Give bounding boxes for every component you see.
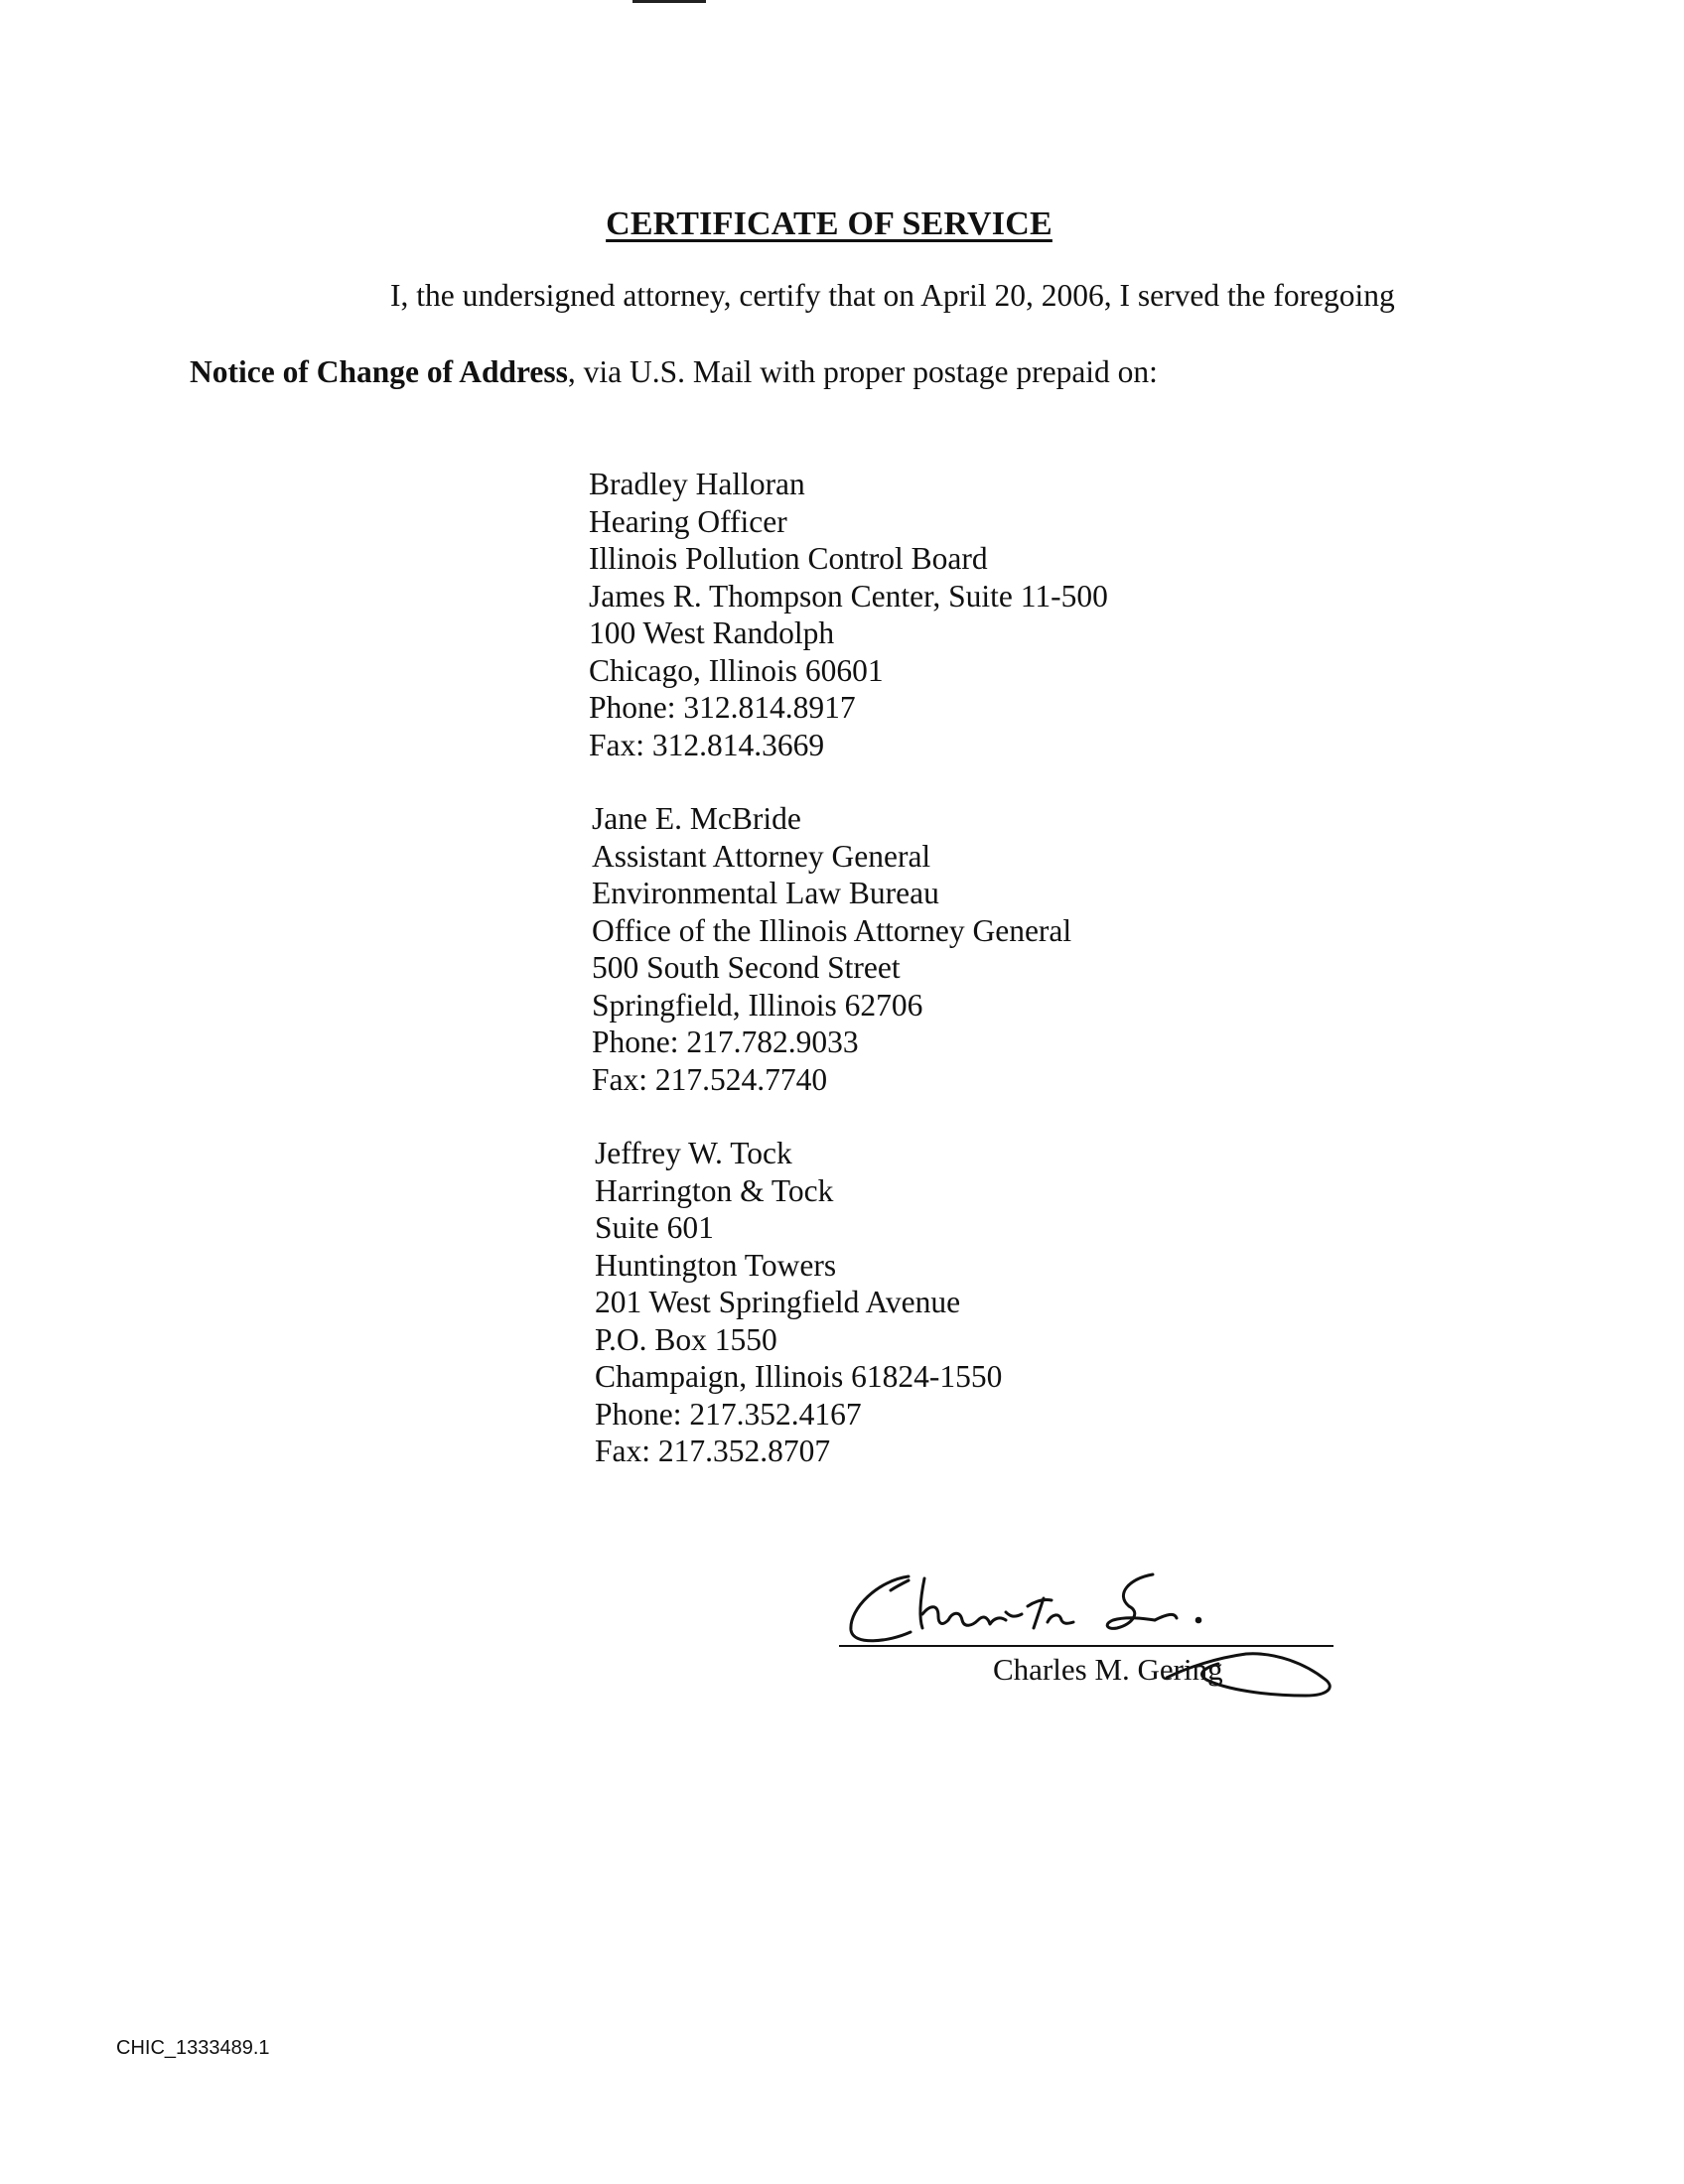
recipient-line: Phone: 217.352.4167: [595, 1396, 862, 1432]
notice-title-bold: Notice of Change of Address: [190, 354, 568, 389]
recipient-line: P.O. Box 1550: [595, 1321, 777, 1357]
handwritten-signature: [839, 1569, 1395, 1747]
document-title: CERTIFICATE OF SERVICE: [606, 205, 1052, 242]
recipient-line: Bradley Halloran: [589, 467, 805, 501]
recipient-line: Phone: 312.814.8917: [589, 690, 856, 725]
recipient-line: Fax: 217.524.7740: [592, 1061, 828, 1097]
document-id-footer: CHIC_1333489.1: [116, 2037, 270, 2059]
recipient-line: Jane E. McBride: [592, 801, 801, 836]
signer-name: Charles M. Gering: [993, 1652, 1223, 1687]
recipient-line: Harrington & Tock: [595, 1172, 834, 1208]
recipient-line: Springfield, Illinois 62706: [592, 987, 923, 1023]
intro-line-2: [190, 354, 1158, 390]
recipient-line: Environmental Law Bureau: [592, 876, 939, 910]
recipient-line: Office of the Illinois Attorney General: [592, 912, 1072, 948]
recipient-line: Jeffrey W. Tock: [595, 1136, 792, 1170]
signature-area: [839, 1569, 1395, 1747]
recipient-line: 201 West Springfield Avenue: [595, 1285, 961, 1319]
recipient-line: Huntington Towers: [595, 1247, 837, 1283]
recipient-line: Hearing Officer: [589, 503, 787, 539]
recipient-line: Fax: 217.352.8707: [595, 1433, 831, 1468]
recipient-line: Phone: 217.782.9033: [592, 1024, 859, 1059]
recipient-line: Suite 601: [595, 1210, 714, 1245]
recipient-line: James R. Thompson Center, Suite 11-500: [589, 578, 1108, 614]
recipient-line: Fax: 312.814.3669: [589, 727, 825, 762]
recipient-line: 500 South Second Street: [592, 950, 901, 985]
recipient-block-tock: [595, 1135, 1002, 1470]
intro-line-1: I, the undersigned attorney, certify that on April 20, 2006, I served the foregoing: [390, 278, 1395, 313]
recipient-line: Illinois Pollution Control Board: [589, 541, 988, 576]
recipient-line: Champaign, Illinois 61824-1550: [595, 1359, 1003, 1394]
recipient-block-mcbride: [592, 800, 1071, 1098]
scan-artifact-mark: [632, 0, 706, 3]
intro-line-2-rest: , via U.S. Mail with proper postage prepaid on:: [567, 354, 1158, 389]
recipient-line: Chicago, Illinois 60601: [589, 652, 884, 688]
recipient-line: Assistant Attorney General: [592, 838, 931, 874]
recipient-line: 100 West Randolph: [589, 615, 835, 650]
recipient-block-halloran: [589, 466, 1108, 763]
